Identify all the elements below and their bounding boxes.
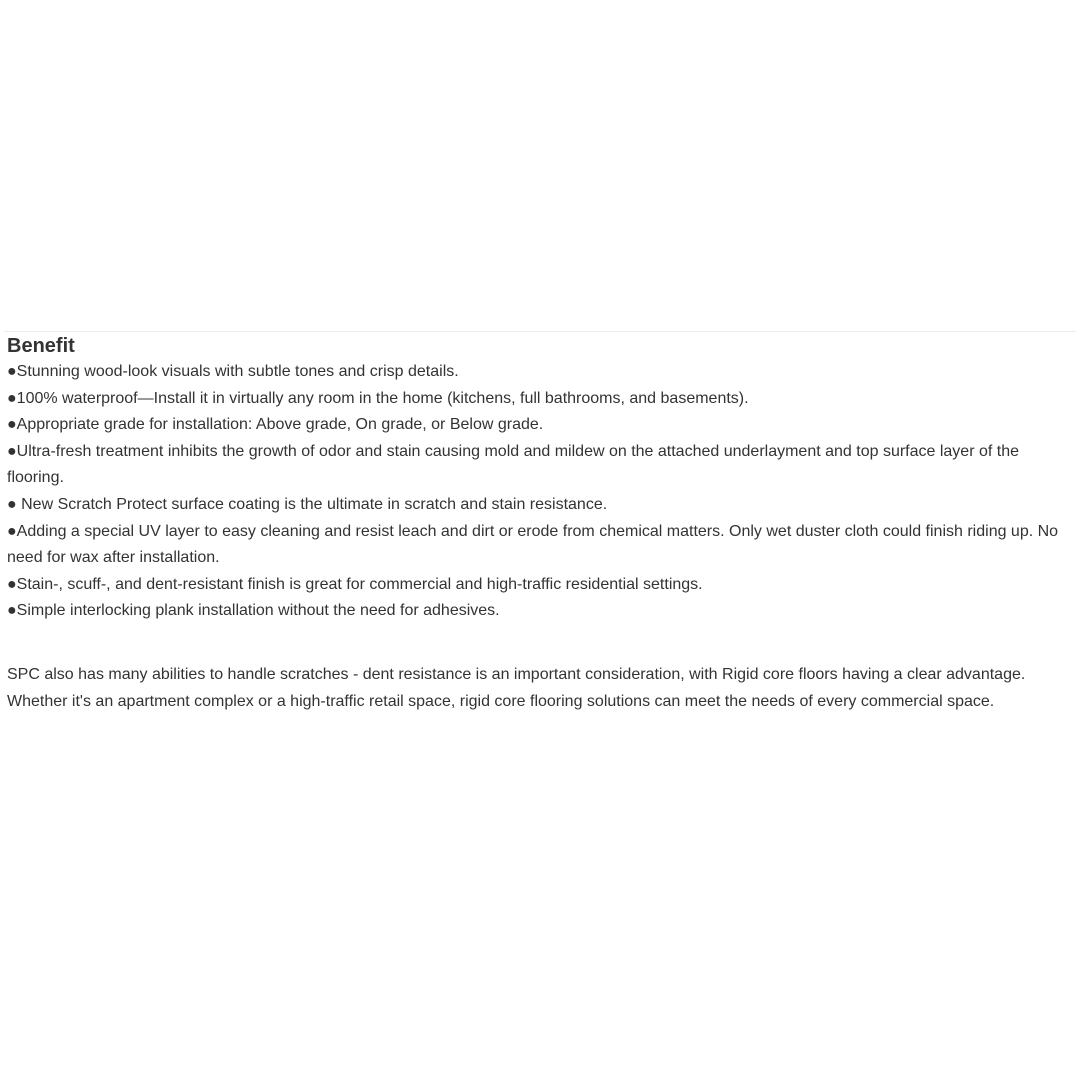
benefit-item: ●Appropriate grade for installation: Above grade, On grade, or Below grade. [7, 416, 544, 434]
benefit-item: ●100% waterproof—Install it in virtually any room in the home (kitchens, full bathrooms, and basements). [7, 389, 749, 407]
benefit-item: ●Adding a special UV layer to easy cleaning and resist leach and dirt or erode from chemical matters. Only wet duster cloth could finish riding up. No need for wax after installation. [7, 522, 1059, 567]
benefit-item: ●Ultra-fresh treatment inhibits the growth of odor and stain causing mold and mildew on the attached underlayment and top surface layer of the flooring. [7, 442, 1020, 487]
benefit-item: ●Stain-, scuff-, and dent-resistant finish is great for commercial and high-traffic residential settings. [7, 575, 703, 593]
benefit-item: ●Stunning wood-look visuals with subtle tones and crisp details. [7, 363, 459, 380]
benefit-section [7, 333, 1077, 715]
section-divider [4, 331, 1076, 332]
paragraph-line: Whether it's an apartment complex or a high-traffic retail space, rigid core flooring solutions can meet the needs of every commercial space. [7, 692, 995, 710]
section-heading: Benefit [7, 335, 75, 357]
spacer [7, 625, 1077, 662]
benefit-item: ●Simple interlocking plank installation without the need for adhesives. [7, 602, 500, 620]
paragraph-line: SPC also has many abilities to handle scratches - dent resistance is an important consideration, with Rigid core floors having a clear advantage. [7, 665, 1026, 683]
spc-paragraph [7, 662, 1077, 715]
benefit-list [7, 359, 1077, 625]
benefit-item: ● New Scratch Protect surface coating is the ultimate in scratch and stain resistance. [7, 495, 608, 513]
